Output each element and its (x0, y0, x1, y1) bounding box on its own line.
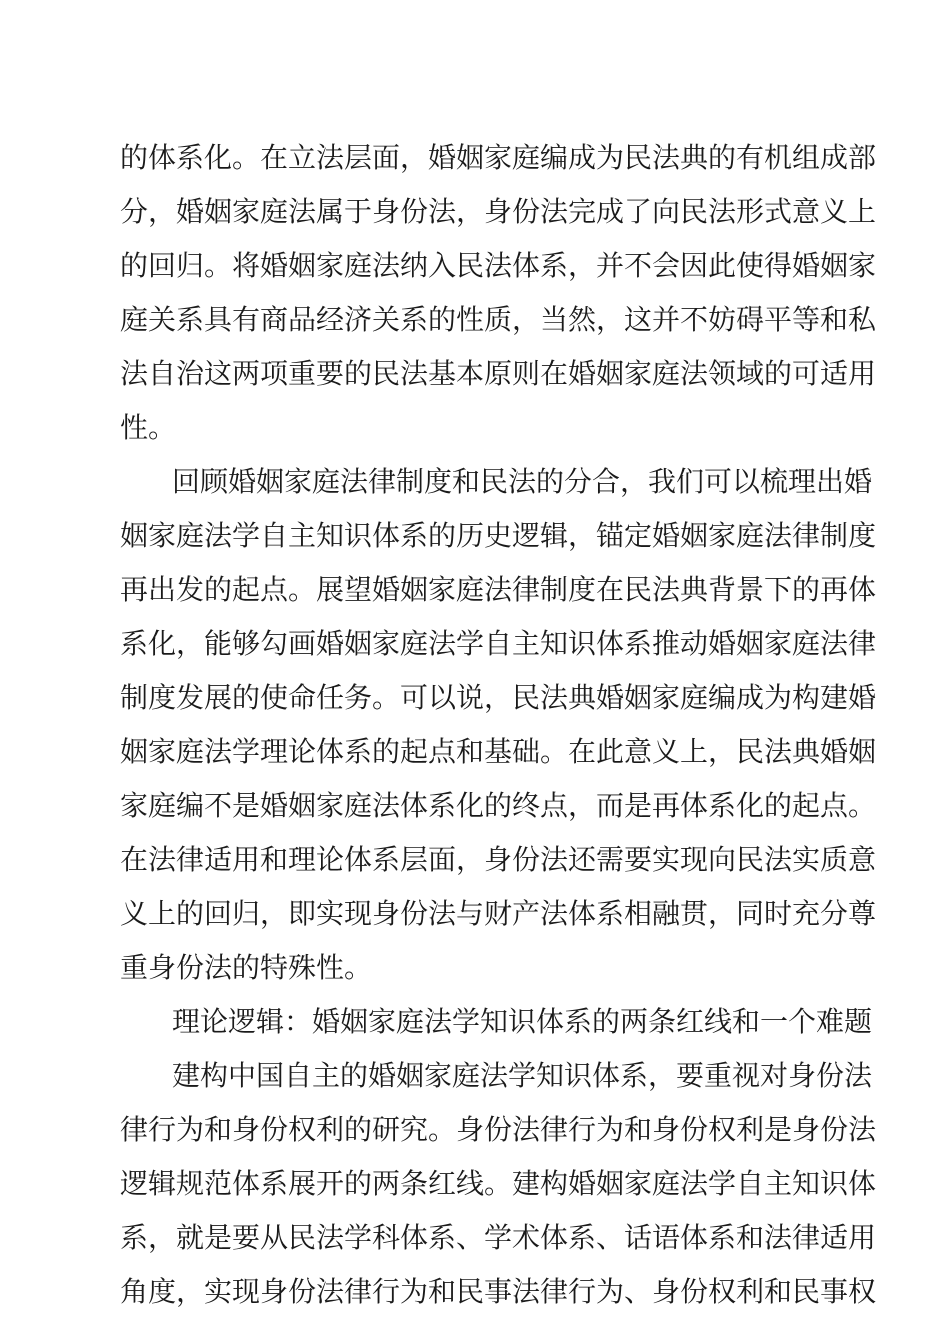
text-line: 性。 (120, 411, 177, 444)
text-line: 在法律适用和理论体系层面，身份法还需要实现向民法实质意 (120, 843, 877, 876)
text-line: 制度发展的使命任务。可以说，民法典婚姻家庭编成为构建婚 (120, 681, 877, 714)
text-line: 律行为和身份权利的研究。身份法律行为和身份权利是身份法 (120, 1113, 877, 1146)
text-line: 的体系化。在立法层面，婚姻家庭编成为民法典的有机组成部 (120, 141, 877, 174)
text-line: 家庭编不是婚姻家庭法体系化的终点，而是再体系化的起点。 (120, 789, 877, 822)
text-line: 法自治这两项重要的民法基本原则在婚姻家庭法领域的可适用 (120, 357, 877, 390)
paragraph-first-line: 回顾婚姻家庭法律制度和民法的分合，我们可以梳理出婚 (172, 465, 873, 498)
section-heading: 理论逻辑：婚姻家庭法学知识体系的两条红线和一个难题 (172, 1005, 873, 1038)
text-line: 义上的回归，即实现身份法与财产法体系相融贯，同时充分尊 (120, 897, 877, 930)
text-line: 逻辑规范体系展开的两条红线。建构婚姻家庭法学自主知识体 (120, 1167, 877, 1200)
text-line: 的回归。将婚姻家庭法纳入民法体系，并不会因此使得婚姻家 (120, 249, 877, 282)
text-line: 姻家庭法学自主知识体系的历史逻辑，锚定婚姻家庭法律制度 (120, 519, 877, 552)
text-line: 姻家庭法学理论体系的起点和基础。在此意义上，民法典婚姻 (120, 735, 877, 768)
text-line: 系化，能够勾画婚姻家庭法学自主知识体系推动婚姻家庭法律 (120, 627, 877, 660)
text-line: 系，就是要从民法学科体系、学术体系、话语体系和法律适用 (120, 1221, 877, 1254)
text-line: 角度，实现身份法律行为和民事法律行为、身份权利和民事权 (120, 1275, 877, 1308)
text-line: 再出发的起点。展望婚姻家庭法律制度在民法典背景下的再体 (120, 573, 877, 606)
text-line: 庭关系具有商品经济关系的性质，当然，这并不妨碍平等和私 (120, 303, 877, 336)
paragraph-first-line: 建构中国自主的婚姻家庭法学知识体系，要重视对身份法 (172, 1059, 873, 1092)
text-line: 重身份法的特殊性。 (120, 951, 373, 984)
text-line: 分，婚姻家庭法属于身份法，身份法完成了向民法形式意义上 (120, 195, 877, 228)
